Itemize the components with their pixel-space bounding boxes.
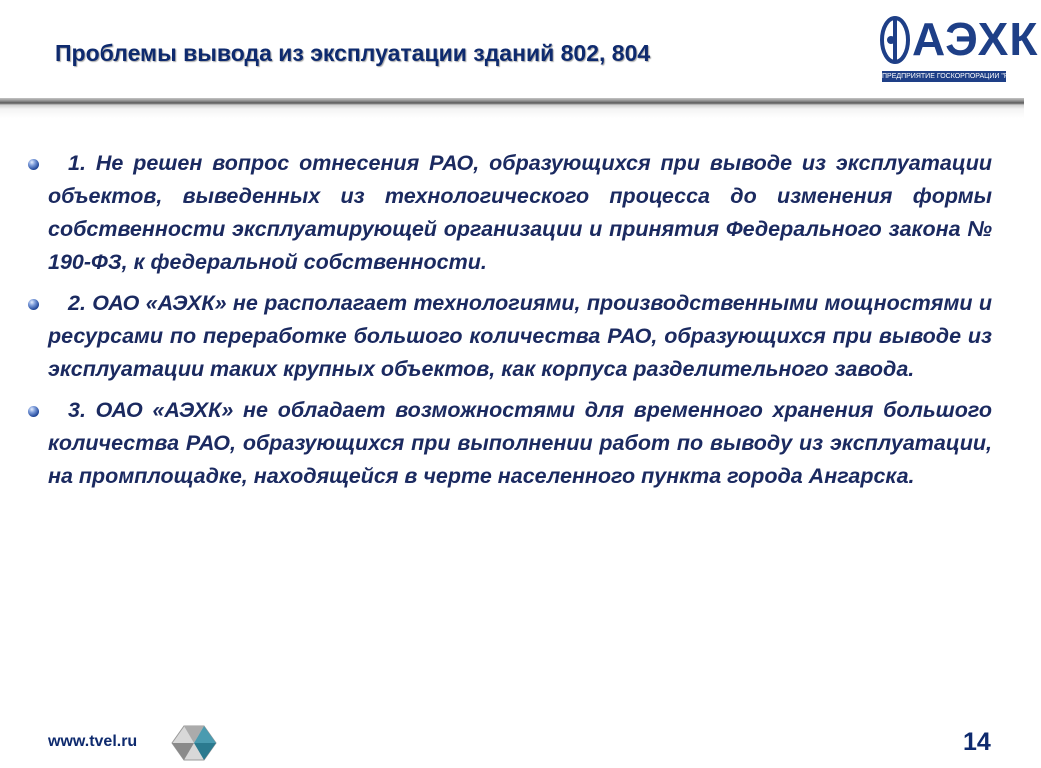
bullet-icon — [28, 159, 39, 170]
bullet-icon — [28, 406, 39, 417]
list-item — [48, 287, 992, 386]
logo-name: АЭХК — [912, 13, 1039, 65]
page-number: 14 — [963, 728, 991, 756]
aehk-logo-icon — [880, 15, 910, 65]
page-title: Проблемы вывода из эксплуатации зданий 802, 804 — [55, 40, 651, 66]
logo-subtitle: ПРЕДПРИЯТИЕ ГОСКОРПОРАЦИИ "РОСАТОМ" — [882, 73, 1041, 80]
list-item-text: 3. ОАО «АЭХК» не обладает возможностями для временного хранения большого количества РАО, образующихся при выполнении работ по выводу из эксплуатации, на промплощадке, находящейся в черте населенного пункта города Ангарска. — [48, 398, 992, 488]
list-item — [48, 147, 992, 279]
tvel-logo-icon — [170, 724, 218, 762]
list-item — [48, 394, 992, 493]
bullet-list — [48, 147, 992, 501]
bullet-icon — [28, 299, 39, 310]
list-item-text: 1. Не решен вопрос отнесения РАО, образующихся при выводе из эксплуатации объектов, выведенных из технологического процесса до изменения формы собственности эксплуатирующей организации и принятия Федерального закона № 190-ФЗ, к федеральной собственности. — [48, 151, 992, 274]
list-item-text: 2. ОАО «АЭХК» не располагает технологиями, производственными мощностями и ресурсами по переработке большого количества РАО, образующихся при выводе из эксплуатации таких крупных объектов, как корпуса разделительного завода. — [48, 291, 992, 381]
footer-link[interactable]: www.tvel.ru — [48, 733, 138, 750]
header-divider — [0, 98, 1024, 118]
company-logo — [880, 13, 1041, 85]
